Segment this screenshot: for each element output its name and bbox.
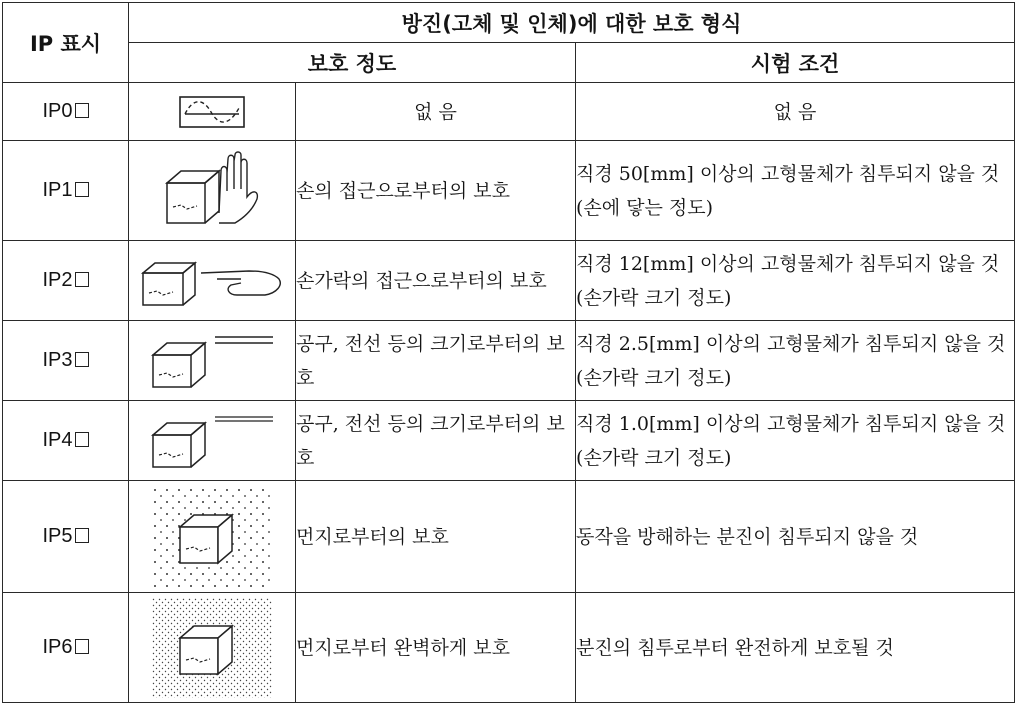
ip-code: IP2 <box>3 241 129 321</box>
table-row <box>3 321 1015 401</box>
ip-code: IP4 <box>3 401 129 481</box>
header-row-2 <box>3 43 1015 83</box>
protection-cell: 먼지로부터의 보호 <box>296 481 576 593</box>
dust-cube-icon <box>129 481 296 593</box>
protection-cell: 먼지로부터 완벽하게 보호 <box>296 593 576 703</box>
table-row <box>3 241 1015 321</box>
ip-code: IP3 <box>3 321 129 401</box>
test-cell: 직경 50[mm] 이상의 고형물체가 침투되지 않을 것(손에 닿는 정도) <box>576 141 1015 241</box>
table-row <box>3 401 1015 481</box>
ip-code: IP6 <box>3 593 129 703</box>
no-protection-icon <box>129 83 296 141</box>
header-row-1 <box>3 3 1015 43</box>
ip-code: IP1 <box>3 141 129 241</box>
ip-protection-table <box>2 2 1015 703</box>
protection-header: 보호 정도 <box>129 43 576 83</box>
table-row <box>3 593 1015 703</box>
group-title-header: 방진(고체 및 인체)에 대한 보호 형식 <box>129 3 1015 43</box>
test-cell: 직경 2.5[mm] 이상의 고형물체가 침투되지 않을 것(손가락 크기 정도) <box>576 321 1015 401</box>
table-row <box>3 141 1015 241</box>
ip-label-header: IP 표시 <box>3 3 129 83</box>
ip-code: IP5 <box>3 481 129 593</box>
table-row <box>3 83 1015 141</box>
table-row <box>3 481 1015 593</box>
protection-cell: 없 음 <box>296 83 576 141</box>
test-cell: 직경 1.0[mm] 이상의 고형물체가 침투되지 않을 것(손가락 크기 정도) <box>576 401 1015 481</box>
ip-code: IP0 <box>3 83 129 141</box>
protection-cell: 손의 접근으로부터의 보호 <box>296 141 576 241</box>
hand-cube-icon <box>129 141 296 241</box>
protection-cell: 공구, 전선 등의 크기로부터의 보호 <box>296 401 576 481</box>
thin-wire-cube-icon <box>129 401 296 481</box>
finger-cube-icon <box>129 241 296 321</box>
wire-cube-icon <box>129 321 296 401</box>
test-cell: 동작을 방해하는 분진이 침투되지 않을 것 <box>576 481 1015 593</box>
dense-dust-cube-icon <box>129 593 296 703</box>
protection-cell: 손가락의 접근으로부터의 보호 <box>296 241 576 321</box>
test-cell: 없 음 <box>576 83 1015 141</box>
test-header: 시험 조건 <box>576 43 1015 83</box>
protection-cell: 공구, 전선 등의 크기로부터의 보호 <box>296 321 576 401</box>
test-cell: 직경 12[mm] 이상의 고형물체가 침투되지 않을 것(손가락 크기 정도) <box>576 241 1015 321</box>
test-cell: 분진의 침투로부터 완전하게 보호될 것 <box>576 593 1015 703</box>
